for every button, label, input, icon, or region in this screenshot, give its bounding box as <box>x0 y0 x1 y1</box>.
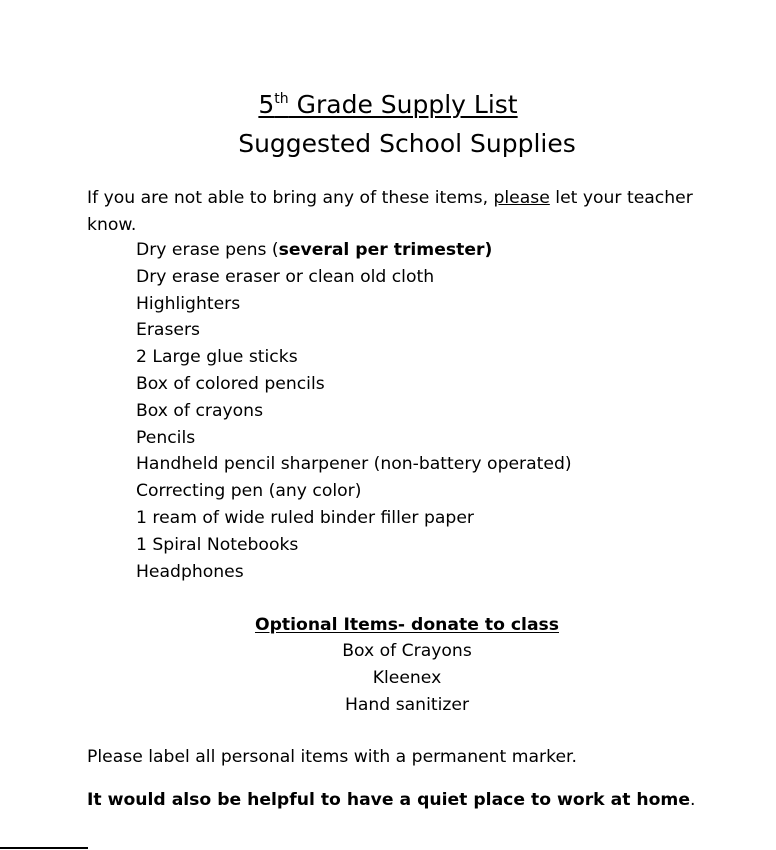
closing-statement <box>87 787 695 814</box>
list-item: 1 Spiral Notebooks <box>136 534 299 555</box>
list-item: Highlighters <box>136 293 241 314</box>
optional-items-heading: Optional Items- donate to class <box>254 615 559 635</box>
title-grade-number: 5 <box>258 90 275 119</box>
list-item: Box of crayons <box>136 400 264 421</box>
title-text: Grade Supply List <box>288 90 518 119</box>
label-items-note: Please label all personal items with a permanent marker. <box>87 747 577 767</box>
page-title <box>0 88 776 122</box>
bottom-divider <box>0 847 88 849</box>
intro-paragraph <box>87 185 737 239</box>
list-item: Handheld pencil sharpener (non-battery operated) <box>136 454 572 475</box>
list-item: Hand sanitizer <box>344 694 470 715</box>
list-item: 1 ream of wide ruled binder filler paper <box>136 507 474 528</box>
list-item: Pencils <box>136 427 196 448</box>
list-item: Correcting pen (any color) <box>136 481 362 502</box>
list-item: Box of colored pencils <box>136 373 325 394</box>
supply-list <box>136 237 572 585</box>
list-item: 2 Large glue sticks <box>136 347 298 368</box>
closing-period: . <box>690 790 696 810</box>
intro-text-end: let your teacher know. <box>87 188 693 235</box>
supply-item-bold-note: several per trimester) <box>278 240 493 260</box>
closing-bold-text: It would also be helpful to have a quiet place to work at home <box>87 790 690 810</box>
page-subtitle: Suggested School Supplies <box>238 129 576 158</box>
list-item: Kleenex <box>372 667 442 688</box>
list-item: Headphones <box>136 561 244 582</box>
list-item <box>136 237 572 264</box>
optional-items-list <box>0 638 776 718</box>
list-item: Erasers <box>136 320 201 341</box>
list-item: Dry erase eraser or clean old cloth <box>136 266 435 287</box>
intro-text-start: If you are not able to bring any of these items, <box>87 188 494 208</box>
supply-item-text: Dry erase pens ( <box>136 240 279 260</box>
list-item: Box of Crayons <box>342 641 472 661</box>
title-ordinal-suffix: th <box>274 91 289 107</box>
intro-underlined-word: please <box>493 188 550 208</box>
